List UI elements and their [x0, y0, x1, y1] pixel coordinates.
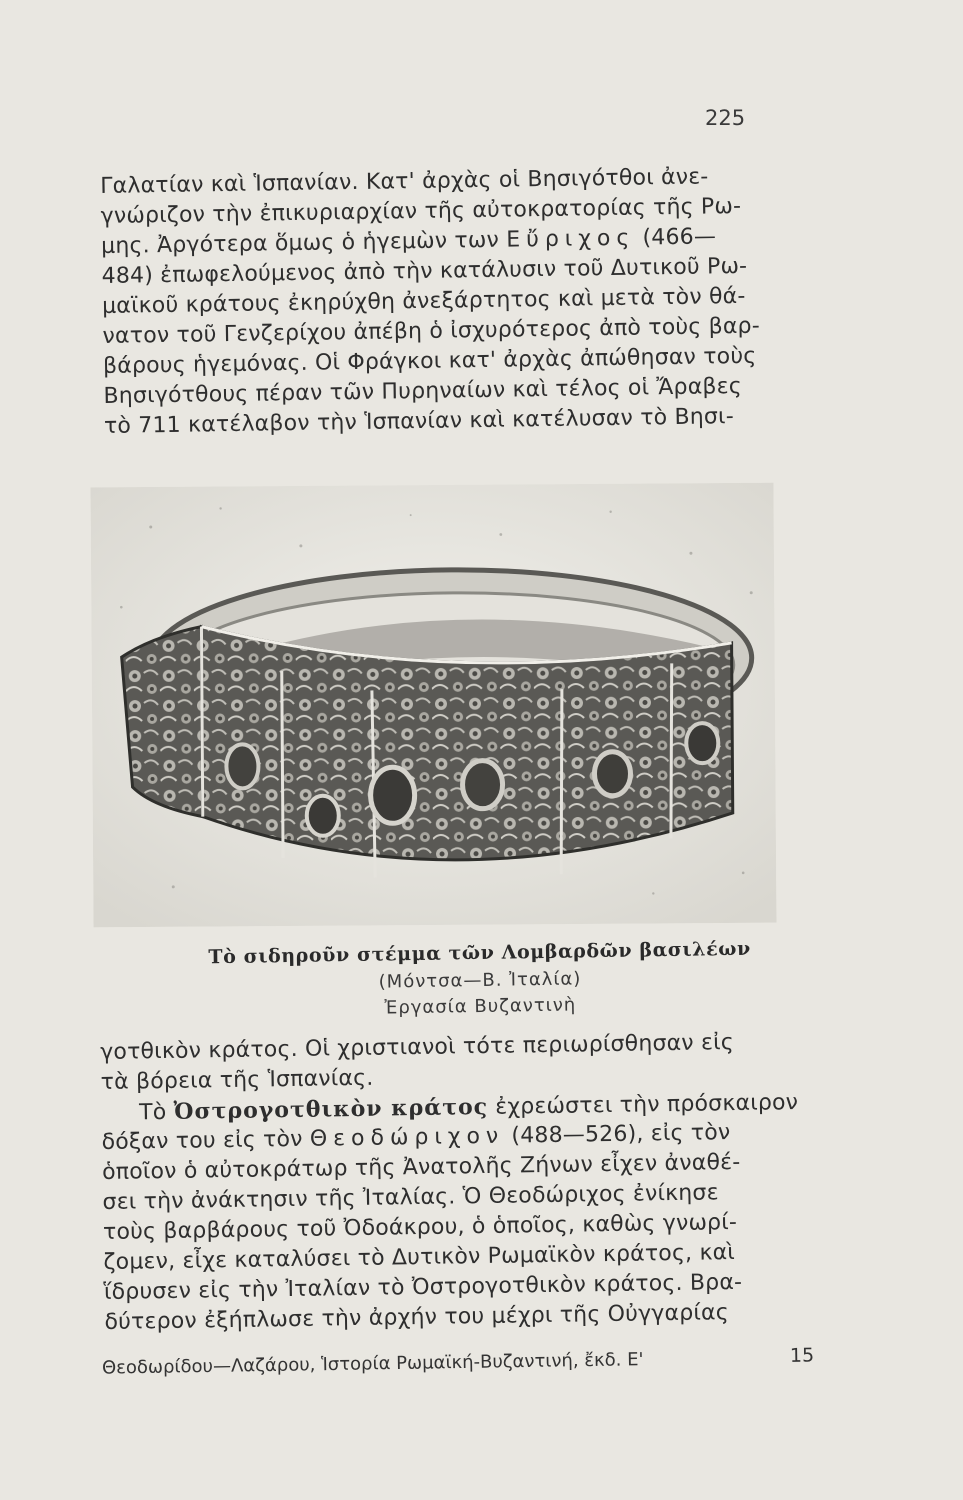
text-line: τὰ βόρεια τῆς Ἱσπανίας. — [100, 1065, 374, 1095]
text-line: ζομεν, εἶχε καταλύσει τὸ Δυτικὸν Ρωμαϊκὸν κράτος, καὶ — [103, 1240, 736, 1275]
text-line: Γαλατίαν καὶ Ἱσπανίαν. Κατ' ἀρχὰς οἱ Βησιγότθοι ἀνε- — [100, 164, 709, 199]
text-line: νατον τοῦ Γενζερίχου ἀπέβη ὁ ἰσχυρότερος ἀπὸ τοὺς βαρ- — [102, 313, 761, 349]
text-line: βάρους ἡγεμόνας. Οἱ Φράγκοι κατ' ἀρχὰς ἀπώθησαν τοὺς — [102, 343, 757, 379]
text-line: γοτθικὸν κράτος. Οἱ χριστιανοὶ τότε περιωρίσθησαν εἰς — [100, 1030, 735, 1065]
text-line: σει τὴν ἀνάκτησιν τῆς Ἰταλίας. Ὁ Θεοδώριχος ἐνίκησε — [102, 1180, 719, 1215]
text-line: ἵδρυσεν εἰς τὴν Ἰταλίαν τὸ Ὀστρογοτθικὸν κράτος. Βρα- — [103, 1269, 743, 1305]
caption-title: Τὸ σιδηροῦν στέμμα τῶν Λομβαρδῶν βασιλέων — [208, 937, 751, 969]
ostrogothic-kingdom-term: Ὀστρογοτθικὸν κράτος — [173, 1093, 489, 1125]
text-line: τὸ 711 κατέλαβον τὴν Ἱσπανίαν καὶ κατέλυσαν τὸ Βησι- — [103, 404, 735, 439]
text-line: ὁποῖον ὁ αὐτοκράτωρ τῆς Ἀνατολῆς Ζήνων εἶχεν ἀναθέ- — [101, 1149, 741, 1185]
text-line: δύτερον ἐξήπλωσε τὴν ἀρχήν του μέχρι τῆς Οὐγγαρίας — [104, 1300, 730, 1335]
text-line: 484) ἐπωφελούμενος ἀπὸ τὴν κατάλυσιν τοῦ Δυτικοῦ Ρω- — [101, 253, 748, 289]
caption-place: (Μόντσα—Β. Ἰταλία) — [378, 968, 582, 993]
upper-paragraph — [100, 161, 794, 442]
signature-mark: 15 — [789, 1344, 815, 1367]
page-footer — [102, 1346, 822, 1378]
text-fragment: Τὸ — [138, 1099, 174, 1126]
iron-crown-photo — [90, 483, 776, 928]
text-fragment: ἐχρεώστει τὴν πρόσκαιρον — [487, 1090, 799, 1120]
text-line: μαϊκοῦ κράτους ἐκηρύχθη ἀνεξάρτητος καὶ μετὰ τὸν θά- — [101, 283, 746, 319]
figure-caption — [179, 933, 780, 1024]
euric-dates: (466— — [642, 224, 717, 251]
text-fragment: (488—526), εἰς τὸν — [504, 1120, 731, 1149]
theodoric-name: Θεοδώριχον — [309, 1123, 505, 1152]
euric-name: Εὔριχος — [506, 225, 636, 253]
footer-citation: Θεοδωρίδου—Λαζάρου, Ἱστορία Ρωμαϊκή-Βυζαντινή, ἔκδ. Ε' — [101, 1349, 644, 1379]
text-line: γνώριζον τὴν ἐπικυριαρχίαν τῆς αὐτοκρατορίας τῆς Ρω- — [100, 193, 742, 229]
caption-work: Ἐργασία Βυζαντινὴ — [384, 994, 577, 1019]
lower-paragraph — [100, 1027, 799, 1338]
text-fragment: μης. Ἀργότερα ὅμως ὁ ἡγεμὼν των — [100, 227, 500, 259]
page-number: 225 — [705, 106, 746, 130]
crown-illustration — [90, 483, 776, 928]
text-line: τοὺς βαρβάρους τοῦ Ὀδοάκρου, ὁ ὁποῖος, καθὼς γνωρί- — [102, 1210, 738, 1245]
text-fragment: δόξαν του εἰς τὸν — [101, 1126, 311, 1155]
text-line: Βησιγότθους πέραν τῶν Πυρηναίων καὶ τέλος οἱ Ἄραβες — [103, 373, 743, 409]
